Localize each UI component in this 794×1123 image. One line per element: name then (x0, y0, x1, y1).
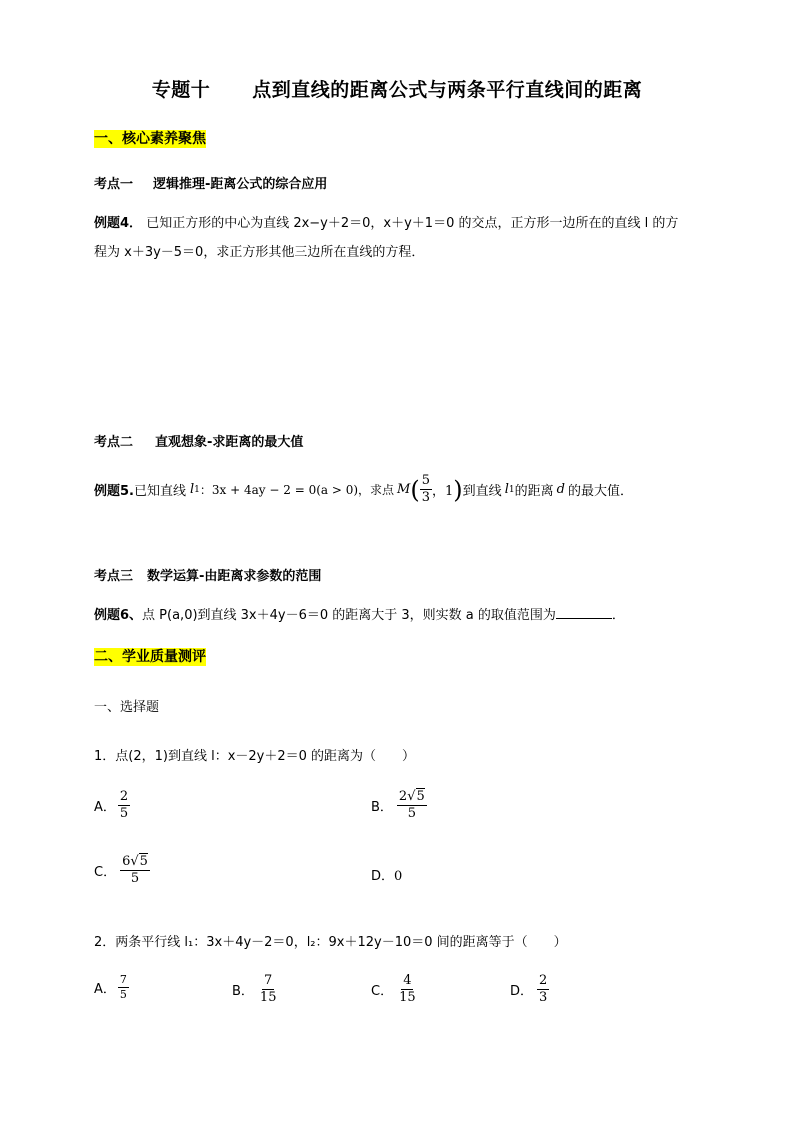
section2-heading: 二、学业质量测评 (94, 649, 206, 665)
kaodian2-label: 考点二 (94, 435, 134, 450)
kaodian1-label: 考点一 (94, 177, 134, 192)
example5-d: d (556, 482, 565, 498)
q1-option-d: D．0 (371, 869, 403, 884)
example4-line1 (94, 212, 678, 231)
kaodian2 (94, 431, 303, 450)
title-part1: 专题十 (151, 79, 211, 101)
kaodian3-topic: 数学运算-由距离求参数的范围 (147, 569, 322, 584)
q1-a-fraction: $\frac{2}{5}$ (119, 789, 129, 822)
section1-heading: 一、核心素养聚焦 (94, 131, 206, 147)
example4-text1: 已知正方形的中心为直线 2x−y＋2＝0，x＋y＋1＝0 的交点，正方形一边所在的直线 l 的方 (146, 216, 679, 231)
example5-eq: ：3x + 4ay − 2 = 0(a > 0)，求点 (199, 483, 395, 498)
example5-fraction: $\frac{5}{3}$ (421, 473, 431, 506)
example6-t2: ． (611, 608, 625, 623)
answer-blank (556, 606, 612, 619)
example5-t2: 到直线 (462, 484, 502, 500)
title-part2: 点到直线的距离公式与两条平行直线间的距离 (252, 79, 643, 101)
example4-text2: 程为 x＋3y－5＝0，求正方形其他三边所在直线的方程． (94, 245, 425, 260)
kaodian3-label: 考点三 (94, 569, 134, 584)
kaodian2-topic: 直观想象-求距离的最大值 (155, 435, 304, 450)
example5-line-name: l (190, 482, 195, 498)
example4-label: 例题4． (94, 216, 143, 231)
q2-a-fraction: $\frac{7}{5}$ (119, 973, 127, 1002)
choice-heading: 一、选择题 (94, 700, 160, 715)
q2-option-d: D． $\frac{2}{3}$ (510, 973, 548, 1006)
example5-t1: 已知直线 (133, 484, 186, 500)
q2-option-a: A． $\frac{7}{5}$ (94, 973, 127, 1002)
q1-c-fraction: $\frac{6√5}{5}$ (122, 854, 148, 887)
q2-option-b: B． $\frac{7}{15}$ (232, 973, 277, 1006)
sqrt-icon: √5 (130, 854, 148, 869)
sqrt-icon: √5 (407, 789, 425, 804)
q2-stem: 2．两条平行线 l₁：3x＋4y－2＝0，l₂：9x＋12y－10＝0 间的距离等于（ ） (94, 935, 567, 950)
example6-label: 例题6、 (94, 608, 143, 623)
example5-t4: 的最大值． (567, 484, 633, 500)
q2-d-fraction: $\frac{2}{3}$ (539, 973, 548, 1006)
q1-option-c: C． $\frac{6√5}{5}$ (94, 854, 148, 887)
example5-point: M (397, 482, 411, 498)
kaodian3 (94, 565, 321, 584)
kaodian1-topic: 逻辑推理-距离公式的综合应用 (153, 177, 328, 192)
q2-option-c: C． $\frac{4}{15}$ (371, 973, 416, 1006)
page-title (0, 75, 794, 102)
kaodian1 (94, 173, 327, 192)
q1-option-a: A． $\frac{2}{5}$ (94, 789, 129, 822)
example5-line-sub: 1 (194, 484, 200, 495)
q2-b-fraction: $\frac{7}{15}$ (259, 973, 277, 1006)
example4-line2 (94, 241, 424, 260)
q1-stem: 1．点(2，1)到直线 l：x－2y＋2＝0 的距离为（ ） (94, 749, 416, 764)
example6-t1: 点 P(a,0)到直线 3x＋4y－6＝0 的距离大于 3，则实数 a 的取值范围为 (142, 608, 556, 623)
example5-label: 例题5. (94, 484, 134, 500)
example6 (94, 604, 625, 623)
example5: 例题5. 已知直线 l 1 ：3x + 4ay − 2 = 0(a > 0)，求点 M ( $\frac{5}{3}$ ，1 ) 到直线 l 1 的距离 d 的最大值． (94, 473, 633, 506)
q2-c-fraction: $\frac{4}{15}$ (399, 973, 416, 1006)
q1-b-fraction: $\frac{2√5}{5}$ (398, 789, 425, 822)
q1-option-b: B． $\frac{2√5}{5}$ (371, 789, 425, 822)
example5-t3: 的距离 (514, 484, 554, 500)
example5-coord-rest: ，1 (432, 484, 454, 500)
